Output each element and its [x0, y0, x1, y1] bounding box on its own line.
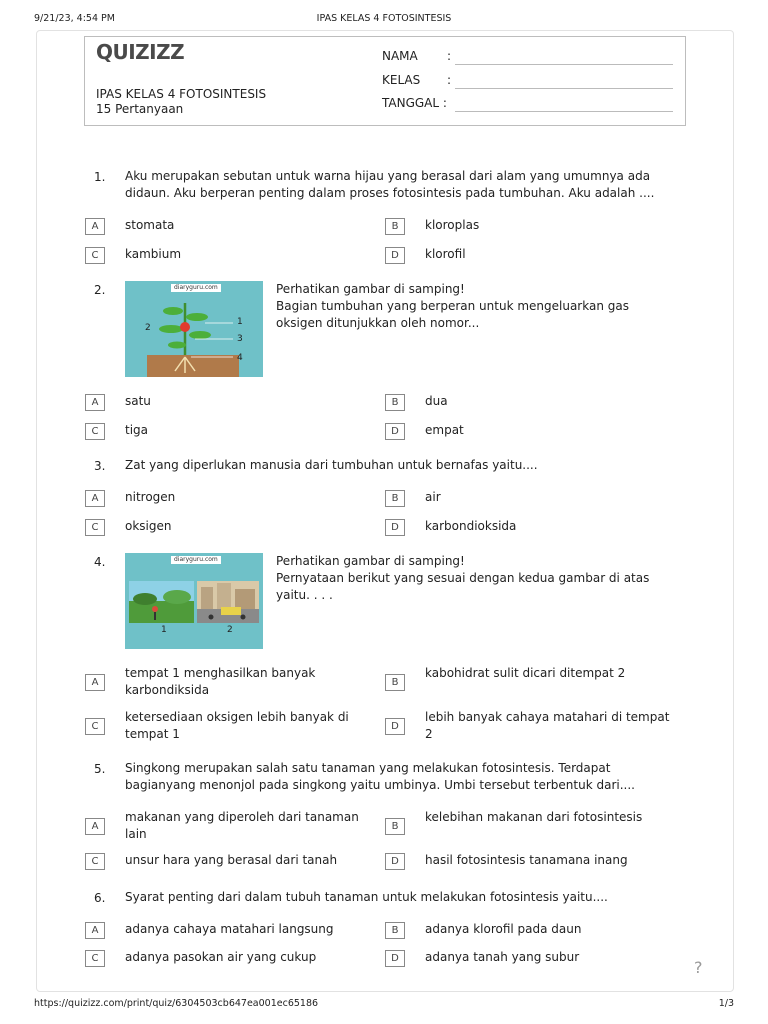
option-text: ketersediaan oksigen lebih banyak di tempat 1: [125, 710, 349, 741]
image-label-2: 2: [227, 625, 233, 635]
kelas-label: KELAS: [382, 73, 421, 87]
page-number: 1/3: [718, 998, 734, 1009]
option-text: adanya pasokan air yang cukup: [125, 950, 317, 964]
option-text: kambium: [125, 247, 182, 261]
question-text: Syarat penting dari dalam tubuh tanaman untuk melakukan fotosintesis yaitu....: [125, 890, 608, 904]
option-letter-b[interactable]: B: [385, 490, 405, 507]
option-letter-b[interactable]: B: [385, 922, 405, 939]
option-letter-d[interactable]: D: [385, 519, 405, 536]
question-number: 3.: [94, 459, 106, 473]
plant-diagram-image: [125, 281, 263, 377]
option-letter-c[interactable]: C: [85, 950, 105, 967]
option-letter-c[interactable]: C: [85, 423, 105, 440]
option-letter-b[interactable]: B: [385, 818, 405, 835]
tanggal-label: TANGGAL :: [382, 96, 447, 110]
nama-colon: :: [447, 49, 452, 63]
option-text: nitrogen: [125, 490, 176, 504]
option-text: kelebihan makanan dari fotosintesis: [425, 810, 643, 824]
question-text: Perhatikan gambar di samping! Bagian tumbuhan yang berperan untuk mengeluarkan gas oksigen ditunjukkan oleh nomor...: [276, 282, 629, 330]
kelas-colon: :: [447, 73, 452, 87]
option-text: hasil fotosintesis tanamana inang: [425, 853, 628, 867]
image-watermark: diaryguru.com: [171, 556, 221, 564]
option-letter-c[interactable]: C: [85, 247, 105, 264]
option-text: empat: [425, 423, 464, 437]
option-text: adanya tanah yang subur: [425, 950, 580, 964]
option-text: adanya cahaya matahari langsung: [125, 922, 334, 936]
question-text: Aku merupakan sebutan untuk warna hijau yang berasal dari alam yang umumnya ada didaun. Aku berperan penting dalam proses fotosintesis pada tumbuhan. Aku adalah ....: [125, 169, 655, 200]
image-label-1: 1: [161, 625, 167, 635]
option-text: kabohidrat sulit dicari ditempat 2: [425, 666, 626, 680]
option-text: adanya klorofil pada daun: [425, 922, 582, 936]
option-letter-a[interactable]: A: [85, 674, 105, 691]
kelas-line[interactable]: [455, 88, 673, 89]
option-text: tiga: [125, 423, 149, 437]
diagram-label-4: 4: [237, 353, 243, 363]
option-text: unsur hara yang berasal dari tanah: [125, 853, 338, 867]
option-letter-a[interactable]: A: [85, 922, 105, 939]
option-letter-d[interactable]: D: [385, 950, 405, 967]
quizizz-logo: QUIZIZZ: [96, 40, 185, 64]
option-letter-d[interactable]: D: [385, 247, 405, 264]
print-date: 9/21/23, 4:54 PM: [34, 13, 115, 24]
nama-label: NAMA: [382, 49, 418, 63]
option-letter-a[interactable]: A: [85, 394, 105, 411]
image-watermark: diaryguru.com: [171, 284, 221, 292]
option-text: satu: [125, 394, 151, 408]
option-text: makanan yang diperoleh dari tanaman lain: [125, 810, 359, 841]
option-text: kloroplas: [425, 218, 480, 232]
print-title: IPAS KELAS 4 FOTOSINTESIS: [316, 13, 452, 24]
question-text: Singkong merupakan salah satu tanaman yang melakukan fotosintesis. Terdapat bagianyang menonjol pada singkong yaitu umbinya. Umbi tersebut terbentuk dari....: [125, 761, 635, 792]
option-letter-a[interactable]: A: [85, 490, 105, 507]
option-letter-b[interactable]: B: [385, 218, 405, 235]
nama-line[interactable]: [455, 64, 673, 65]
question-number: 4.: [94, 555, 106, 569]
worksheet-header: [84, 36, 686, 126]
option-letter-c[interactable]: C: [85, 519, 105, 536]
option-letter-a[interactable]: A: [85, 218, 105, 235]
option-text: air: [425, 490, 441, 504]
environment-illustration: [125, 553, 263, 649]
option-letter-d[interactable]: D: [385, 423, 405, 440]
diagram-label-2: 2: [145, 323, 151, 333]
option-text: lebih banyak cahaya matahari di tempat 2: [425, 710, 670, 741]
option-letter-a[interactable]: A: [85, 818, 105, 835]
option-text: klorofil: [425, 247, 466, 261]
option-letter-b[interactable]: B: [385, 394, 405, 411]
option-letter-c[interactable]: C: [85, 853, 105, 870]
option-text: stomata: [125, 218, 175, 232]
option-letter-d[interactable]: D: [385, 718, 405, 735]
help-icon[interactable]: ?: [694, 958, 703, 977]
option-letter-d[interactable]: D: [385, 853, 405, 870]
question-text: Zat yang diperlukan manusia dari tumbuhan untuk bernafas yaitu....: [125, 458, 538, 472]
print-url: https://quizizz.com/print/quiz/6304503cb647ea001ec65186: [34, 998, 319, 1009]
option-letter-b[interactable]: B: [385, 674, 405, 691]
option-text: karbondioksida: [425, 519, 517, 533]
quiz-title: IPAS KELAS 4 FOTOSINTESIS: [96, 87, 267, 101]
question-number: 1.: [94, 170, 106, 184]
diagram-label-3: 3: [237, 334, 243, 344]
question-number: 2.: [94, 283, 106, 297]
option-letter-c[interactable]: C: [85, 718, 105, 735]
option-text: dua: [425, 394, 448, 408]
diagram-label-1: 1: [237, 317, 243, 327]
question-text: Perhatikan gambar di samping! Pernyataan berikut yang sesuai dengan kedua gambar di atas yaitu. . . .: [276, 554, 650, 602]
option-text: oksigen: [125, 519, 172, 533]
question-number: 5.: [94, 762, 106, 776]
question-number: 6.: [94, 891, 106, 905]
option-text: tempat 1 menghasilkan banyak karbondiksida: [125, 666, 316, 697]
environment-comparison-image: [125, 553, 263, 649]
question-count: 15 Pertanyaan: [96, 102, 184, 116]
tanggal-line[interactable]: [455, 111, 673, 112]
soil: [147, 355, 239, 377]
